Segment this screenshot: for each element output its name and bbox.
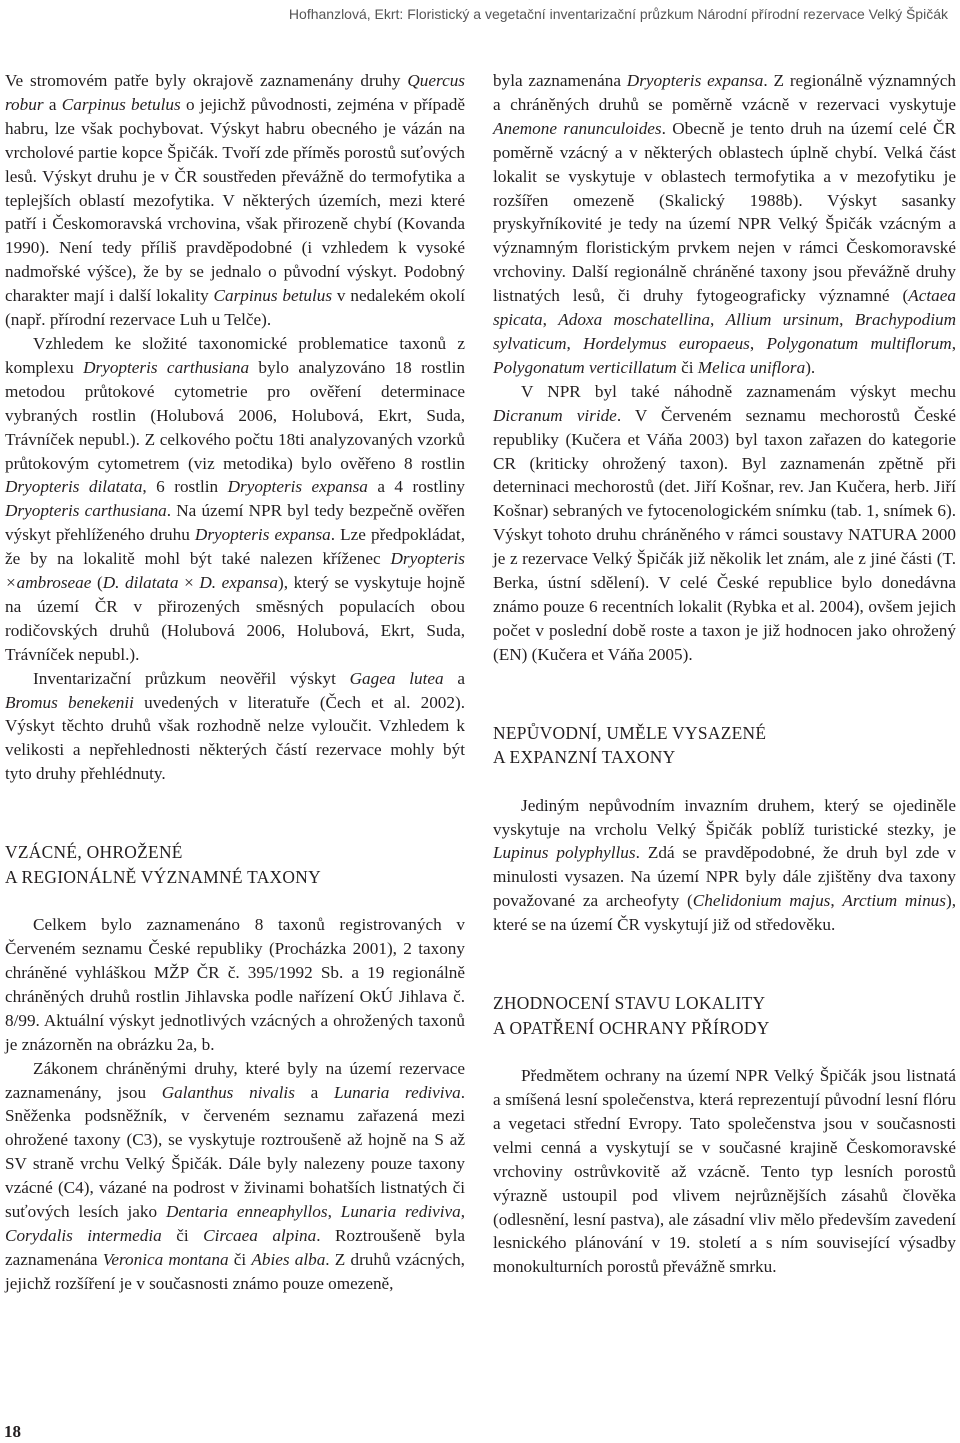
section-heading-site-assessment — [493, 991, 956, 1040]
species-name: Polygonatum verticillatum — [493, 357, 677, 377]
text-run: . V Červeném seznamu mechorostů České republiky (Kučera et Váňa 2003) byl taxon zařazen do kategorie CR (kriticky ohrožený taxon). Byl zaznamenán zpětně při deterninaci mechorostů (det. Jiří Košnar, rev. Jan Kučera, herb. Jiří Košnar) sebraných ve fytocenologickém snímku (tab. 1, snímek 6). Výskyt tohoto druhu chráněného v rámci soustavy NATURA 2000 je z rezervace Velký Špičák již několik let znám, ale z jiné části (T. Berka, ústní sdělení). V celé České republice bylo donedávna známo pouze 6 recentních lokalit (Rybka et al. 2004), ovšem jejich počet v poslední době roste a taxon je již hodnocen jako ohrožený (EN) (Kučera et Váňa 2005). — [493, 405, 956, 664]
species-name: Adoxa moschatellina — [558, 310, 710, 330]
text-run: ( — [91, 573, 103, 593]
species-name: Abies alba — [251, 1249, 326, 1269]
species-name: Melica uniflora — [697, 357, 806, 377]
species-name: D. expansa — [199, 573, 278, 593]
left-column — [5, 69, 465, 1296]
text-run: či — [228, 1249, 252, 1269]
text-run: , — [709, 310, 726, 330]
right-column — [493, 69, 956, 1279]
species-name: Allium ursinum — [725, 310, 840, 330]
text-run: . Sněženka podsněžník, v červeném seznamu zařazená mezi ohrožené taxony (C3), se vyskytuje roztroušeně až hojně na S až SV straně vrchu Velký Špičák. Dále byly nalezeny pouze taxony vzácné (C4), vázané na podrost v živinami bohatších listnatých či suťových lesích jako — [5, 1082, 466, 1222]
text-run: , — [830, 891, 843, 911]
text-run: , — [839, 310, 855, 330]
paragraph — [493, 1064, 956, 1279]
text-run: Zákonem chráněnými druhy, které byly na území rezervace zaznamenány, jsou — [5, 1058, 465, 1102]
text-run: ), které se na území ČR vyskytují již od středověku. — [493, 891, 956, 935]
text-run: a — [294, 1082, 334, 1102]
paragraph — [493, 69, 956, 380]
species-name: Dentaria enneaphyllos — [165, 1202, 328, 1222]
text-run: či — [161, 1225, 204, 1245]
text-run: . Z regionálně významných a chráněných druhů se poměrně vzácně v rezervaci vyskytuje — [493, 71, 956, 114]
text-run: Vzhledem ke složité taxonomické problematice taxonů z komplexu — [5, 333, 465, 377]
section-heading-non-native-taxa — [493, 721, 956, 770]
text-run: . Zdá se pravděpodobné, že druh byl zde v minulosti vysazen. Na území NPR byly dále zjištěny dva taxony považované za archeofyty ( — [493, 843, 956, 911]
text-run: a 4 rostliny — [367, 477, 466, 497]
species-name: Quercus robur — [5, 71, 465, 114]
text-run: Předmětem ochrany na území NPR Velký Špičák jsou listnatá a smíšená lesní společenstva, která reprezentují původní lesní flóru a vegetaci střední Evropy. Tato společenstva jsou v současnosti velmi cenná a vyskytují se v současné krajině Českomoravské vrchoviny ostrůvkovitě až vzácně. Tento typ lesních porostů výrazně ustoupil pod vlivem nejrůznějších zásahů člověka (odlesnění, lesní pastva), ale zásadní vliv mělo především zavedení lesnického plánování v 19. století a s ním související výsadby monokulturních porostů převážně smrku. — [493, 1066, 956, 1277]
text-run: , — [327, 1202, 341, 1222]
paragraph — [5, 1057, 465, 1296]
paragraph — [5, 69, 465, 332]
text-run: a — [443, 668, 465, 688]
species-name: Brachypodium sylvaticum — [493, 310, 956, 353]
text-run: , — [542, 310, 559, 330]
text-run: Inventarizační průzkum neověřil výskyt — [33, 668, 350, 688]
heading-line: A EXPANZNÍ TAXONY — [493, 747, 676, 768]
species-name: Carpinus betulus — [213, 286, 333, 306]
species-name: Arctium minus — [842, 891, 946, 911]
heading-line: NEPŮVODNÍ, UMĚLE VYSAZENÉ — [493, 722, 767, 743]
species-name: Dryopteris expansa — [626, 71, 764, 90]
species-name: Lupinus polyphyllus — [493, 843, 636, 863]
text-run: × — [178, 573, 200, 593]
species-name: Dryopteris expansa — [227, 477, 368, 497]
species-name: Dryopteris carthusiana — [5, 501, 167, 521]
species-name: Veronica montana — [102, 1249, 229, 1269]
paragraph — [5, 913, 465, 1056]
text-run: , — [749, 333, 767, 353]
species-name: Anemone ranunculoides — [493, 118, 662, 138]
species-name: Dryopteris carthusiana — [83, 357, 250, 377]
text-run: , — [951, 333, 957, 353]
paragraph — [493, 380, 956, 667]
text-run: . Roztroušeně byla zaznamenána — [5, 1225, 465, 1269]
species-name: Circaea alpina — [203, 1225, 317, 1245]
species-name: Polygonatum multiflorum — [766, 333, 952, 353]
species-name: Dryopteris ×ambroseae — [5, 549, 465, 593]
text-run: . Z druhů vzácných, jejichž rozšíření je v současnosti známo pouze omezeně, — [5, 1249, 465, 1293]
text-run: uvedených v literatuře (Čech et al. 2002). Výskyt těchto druhů však rozhodně nelze vyloučit. Vzhledem k velikosti a nepřehlednosti některých částí rezervace mohly být tyto druhy přehlédnuty. — [5, 692, 466, 784]
species-name: Dryopteris dilatata — [5, 477, 143, 497]
running-header: Hofhanzlová, Ekrt: Floristický a vegetační inventarizační průzkum Národní přírodní rezervace Velký Špičák — [288, 6, 948, 22]
text-run: ), který se vyskytuje hojně na území ČR v přirozených směsných populacích obou rodičovských druhů (Holubová 2006, Holubová, Ekrt, Suda, Trávníček nepubl.). — [5, 573, 465, 664]
heading-line: A REGIONÁLNĚ VÝZNAMNÉ TAXONY — [5, 866, 321, 887]
text-run: , — [460, 1202, 466, 1222]
text-run: , 6 rostlin — [142, 477, 228, 497]
text-run: a — [43, 94, 62, 114]
species-name: Chelidonium majus — [692, 891, 831, 911]
section-heading-rare-taxa — [5, 840, 465, 889]
species-name: Actaea spicata — [493, 286, 956, 330]
page-number: 18 — [4, 1422, 21, 1441]
text-run: o jejichž původnosti, zejména v případě habru, lze však pochybovat. Výskyt habru obecného je vázán na vrcholové partie kopce Špičák. Tvoří zde příměs porostů suťových lesů. Výskyt druhu je v ČR soustředen převážně do termofytika a teplejších oblastí mezofytika. V některých územích, mezi které patří i Českomoravská vrchovina, však přirozeně chybí (Kovanda 1990). Není tedy příliš pravděpodobné (i vzhledem k vysoké nadmořské výšce), že by se jednalo o původní výskyt. Podobný charakter mají i další lokality — [5, 94, 465, 306]
species-name: Lunaria rediviva — [340, 1202, 461, 1222]
species-name: Dicranum viride — [493, 405, 617, 425]
text-run: v nedalekém okolí (např. přírodní rezervace Luh u Telče). — [5, 286, 465, 330]
text-run: ). — [805, 357, 816, 377]
text-run: , — [566, 333, 584, 353]
text-run: byla zaznamenána — [493, 71, 627, 90]
species-name: Dryopteris expansa — [194, 525, 331, 545]
text-run: bylo analyzováno 18 rostlin metodou průtokové cytometrie pro ověření determinace vybraných rostlin (Holubová 2006, Holubová, Ekrt, Suda, Trávníček nepubl.). Z celkového počtu 18ti analyzovaných vzorků průtokovým cytometrem (viz metodika) bylo ověřeno 8 rostlin — [5, 357, 466, 473]
text-run: . Lze předpokládat, že by na lokalitě mohl být také nalezen kříženec — [5, 525, 465, 569]
species-name: Corydalis intermedia — [5, 1225, 162, 1245]
heading-line: VZÁCNÉ, OHROŽENÉ — [5, 842, 183, 863]
species-name: Galanthus nivalis — [161, 1082, 295, 1102]
text-run: či — [676, 357, 698, 377]
species-name: Lunaria rediviva — [333, 1082, 461, 1102]
paragraph — [493, 794, 956, 937]
text-run: Ve stromovém patře byly okrajově zaznamenány druhy — [5, 71, 408, 90]
species-name: Bromus benekenii — [5, 692, 134, 712]
heading-line: A OPATŘENÍ OCHRANY PŘÍRODY — [493, 1017, 770, 1038]
text-run: . Na území NPR byl tedy bezpečně ověřen výskyt přehlíženého druhu — [5, 501, 466, 545]
species-name: Hordelymus europaeus — [583, 333, 750, 353]
text-run: . Obecně je tento druh na území celé ČR poměrně vzácný a v některých oblastech úplně chybí. Velká část lokalit se vyskytuje v oblastech termofytika a v mezofytiku je rozšířen omezeně (Skalický 1988b). Výskyt sasanky pryskyřníkovité je tedy na území NPR Velký Špičák vzácným a významným floristickým prvkem nejen v rámci Českomoravské vrchoviny. Další regionálně chráněné taxony jsou převážně druhy listnatých lesů, či druhy fytogeograficky významné ( — [493, 118, 956, 306]
text-run: Jediným nepůvodním invazním druhem, který se ojediněle vyskytuje na vrcholu Velký Špičák poblíž turistické stezky, je — [493, 795, 956, 839]
heading-line: ZHODNOCENÍ STAVU LOKALITY — [493, 993, 766, 1014]
species-name: Gagea lutea — [349, 668, 444, 688]
text-run: Celkem bylo zaznamenáno 8 taxonů registrovaných v Červeném seznamu České republiky (Procházka 2001), 2 taxony chráněné vyhláškou MŽP ČR č. 395/1992 Sb. a 19 regionálně chráněných druhů rostlin Jihlavska podle nařízení OkÚ Jihlava č. 8/99. Aktuální výskyt jednotlivých vzácných a ohrožených taxonů je znázorněn na obrázku 2a, b. — [5, 915, 465, 1054]
paragraph — [5, 667, 465, 787]
species-name: D. dilatata — [102, 573, 179, 593]
text-run: V NPR byl také náhodně zaznamenám výskyt mechu — [521, 381, 956, 401]
paragraph — [5, 332, 465, 667]
species-name: Carpinus betulus — [61, 94, 181, 114]
